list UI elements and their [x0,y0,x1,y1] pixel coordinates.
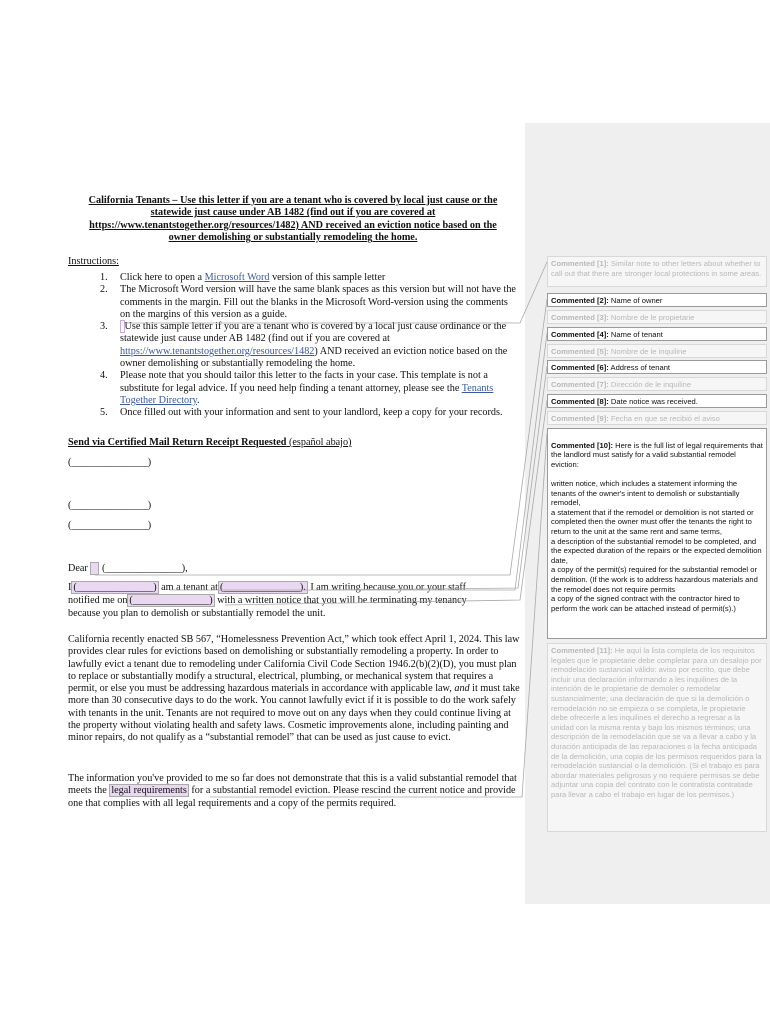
comment-tag: Commented [10]: [551,440,614,450]
paragraph-text: California recently enacted SB 567, “Homelessness Prevention Act,” which took effect April 1, 2024. This law provides clear rules for evictions based on demolishing or substantially remodeling a property. In order to lawfully evict a tenant due to remodeling under California Civil Code Section 1946.2(b)(2)(D), you must plan to replace or substantially modify a structural, electrical, plumbing, or mechanical system that requires a permit, or else you must be addressing hazardous materials in accordance with applicable law, [68,634,520,695]
letter-line-1 [68,582,520,594]
document-title [66,195,520,245]
comment-balloon-1[interactable] [547,256,767,287]
comment-text: He aquí la lista completa de los requisitos legales que le propietarie debe completar para un desalojo por remodelación sustancial válido: aviso por escrito, que debe incluir una declaración informando a les inquilines de la intención de le propietarie de demoler o remodelar sustancialmente; una declaración de que si la demolición o remodelación no se empieza o se completa, le propietarie debe ofrecerle a les inquilines el derecho a regresar a la unidad con la misma renta y bajo los mismos términos; una descripción de la remodelación que se va a llevar a cabo y la duración anticipada de las reparaciones o la fecha anticipada de la demolición, una copia de los permisos requeridos para la remodelación sustancial o la demolición. (Si el trabajo es para abordar materiales peligrosos y no requiere permisos se debe adjuntar una copia del contrato con le contratista contratade para llevar a cabo el trabajo en lugar de los permisos.) [551,646,762,799]
send-method-suffix: (español abajo) [286,437,352,448]
step-text: . [196,394,200,406]
paragraph-text: The information you've provided to me so far does not demonstrate that this is a valid substantial remodel that meets the [68,773,517,797]
instructions-list [100,272,520,420]
title-line: statewide just cause under AB 1482 (find out if you are covered at [150,207,436,219]
comment-tag: Commented [7]: [551,380,609,389]
comment-tag: Commented [11]: [551,646,613,655]
emphasis-and: and [454,683,470,695]
paragraph-text: for a substantial remodel eviction. Please rescind the current notice and provide one that complies with all legal requirements and a copy of the permits required. [68,785,516,809]
tenant-address-blank[interactable]: (_______________). [220,582,306,593]
address-blank-2[interactable]: (_______________) [68,500,152,511]
address-blank-3[interactable]: (_______________) [68,520,152,531]
comment-balloon-9[interactable] [547,411,767,425]
comment-tag: Commented [4]: [551,330,609,339]
comment-balloon-3[interactable] [547,310,767,324]
comment-tag: Commented [5]: [551,347,609,356]
title-line: https://www.tenantstogether.org/resources/1482) AND received an eviction notice based on the [89,219,497,231]
instructions-label: Instructions: [68,256,119,267]
notice-date-blank[interactable]: (_______________) [129,595,213,606]
comment-tag: Commented [2]: [551,296,609,305]
comment-text: Dirección de le inquiline [608,380,692,389]
comment-text: Name of owner [608,296,663,305]
paragraph-rescind [68,773,520,810]
instruction-step [100,272,520,284]
step-number: 1. [100,272,108,283]
instruction-step [100,321,520,370]
step-text: Click here to open a [120,272,205,283]
comment-text: Nombre de le propietarie [608,313,695,322]
comment-tag: Commented [9]: [551,414,609,423]
comment-text: Address of tenant [608,363,671,372]
owner-name-highlight [90,562,99,575]
step-text: Use this sample letter if you are a tenant who is covered by a local just cause ordinance or the statewide just cause under AB 1482 (find out if you are covered at [120,321,507,345]
step-text: version of this sample letter [269,272,386,283]
letter-line-3: because you plan to demolish or substantially remodel the unit. [68,608,326,619]
comment-balloon-10[interactable] [547,428,767,639]
comment-balloon-4[interactable] [547,327,767,341]
step-text: The Microsoft Word version will have the same blank spaces as this version but will not have the comments in the margin. Fill out the blanks in the Microsoft Word-version using the comments on the margins of this version as a guide. [120,284,516,320]
tenants-together-directory-link[interactable]: Tenants Together Directory [120,382,494,406]
line1-text: am a tenant at [158,582,219,593]
comment-balloon-2[interactable] [547,293,767,307]
comment-balloon-6[interactable] [547,360,767,374]
comment-text: Similar note to other letters about whether to call out that there are stronger local protections in some areas. [551,259,762,278]
comment-tag: Commented [1]: [551,259,609,268]
owner-name-blank[interactable]: (_______________), [101,563,188,574]
step-text: ) AND received an eviction notice based on the owner demolishing or substantially remodeling the home. [120,345,508,370]
comment-text: Name of tenant [608,330,663,339]
comment-text: Nombre de le inquiline [608,347,687,356]
step-number: 2. [100,284,108,296]
comment-balloon-11[interactable] [547,643,767,832]
send-method-line [68,437,520,449]
line2-text: with a written notice that you will be terminating my tenancy [214,595,467,606]
line1-text: I am writing because you or your staff [307,582,467,593]
tenantstogether-link[interactable]: https://www.tenantstogether.org/resources/1482 [120,345,315,357]
step-number: 5. [100,407,108,419]
instruction-step [100,370,520,407]
paragraph-text: it must take more than 30 consecutive days to do the work. You cannot lawfully evict if it is possible to do the work safely with tenants in the unit. Tenants are not required to move out on any days when they could continue living at the property without violating health and safety laws. Cosmetic improvements alone, including painting and minor repairs, do not qualify as a “substantial remodel” that can be used as just cause to evict. [68,683,520,744]
title-line: owner demolishing or substantially remodeling the home. [168,232,418,244]
dear-text: Dear [68,563,88,574]
title-line: California Tenants – Use this letter if you are a tenant who is covered by local just cause or the [88,195,498,206]
step-text: Please note that you should tailor this letter to the facts in your case. This template is not a substitute for legal advice. If you need help finding a tenant attorney, please see the [120,370,488,394]
line1-text: I [68,582,72,593]
letter-line-2 [68,595,520,607]
tenant-name-blank[interactable]: (_______________) [73,582,157,593]
comment-tag: Commented [6]: [551,363,609,372]
comment-balloon-8[interactable] [547,394,767,408]
line2-text: notified me on [68,595,128,606]
comment-balloon-5[interactable] [547,344,767,358]
address-blank-1[interactable]: (_______________) [68,457,152,468]
microsoft-word-link[interactable]: Microsoft Word [204,272,270,283]
comment-text: Fecha en que se recibió el aviso [608,414,720,423]
salutation [68,563,520,575]
comment-text: Here is the full list of legal requirements that the landlord must satisfy for a valid substantial remodel eviction: written notice, which includes a statement informing the tenants of the owner's intent to demolish or substantially remodel, a statement that if the remodel or demolition is not started or completed then the owner must offer the tenants the right to return to the unit at the same rent and same terms, a description of the substantial remodel to be completed, and the expected duration of the repairs or the expected demolition date, a copy of the permit(s) required for the substantial remodel or demolition. (If the work is to address hazardous materials and the remodel does not require permits a copy of the signed contract with the contractor hired to perform the work can be attached instead of permit(s).) [551,440,763,613]
step-number: 4. [100,370,108,382]
comment-text: Date notice was received. [608,397,698,406]
send-method-bold: Send via Certified Mail Return Receipt Requested [68,437,287,448]
comment-tag: Commented [3]: [551,313,609,322]
instruction-step [100,407,520,419]
legal-requirements-highlight: legal requirements [111,785,187,797]
comment-tag: Commented [8]: [551,397,609,406]
paragraph-sb567 [68,634,520,745]
instruction-step [100,284,520,321]
step-number: 3. [100,321,108,333]
comment-balloon-7[interactable] [547,377,767,391]
step-text: Once filled out with your information and sent to your landlord, keep a copy for your records. [120,407,503,419]
